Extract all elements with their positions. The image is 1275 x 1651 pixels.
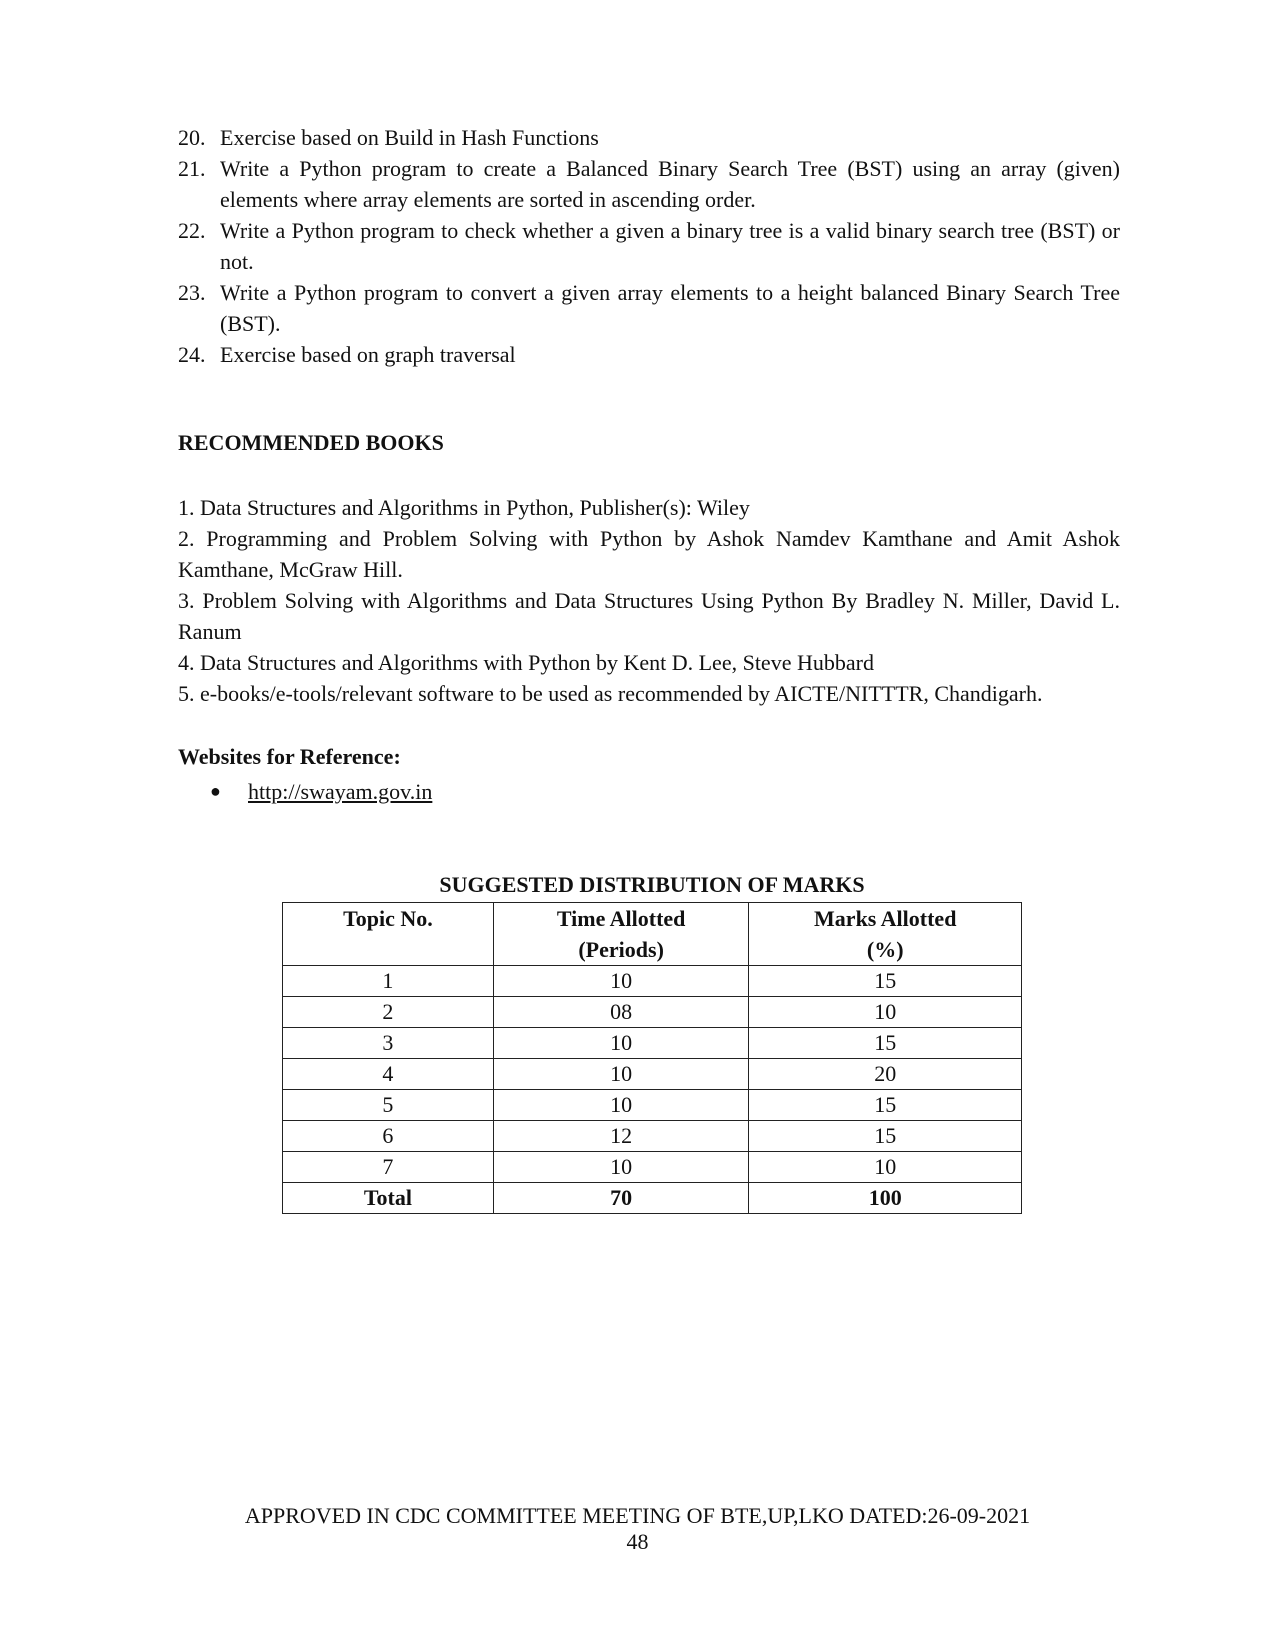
table-cell: 10 — [493, 966, 749, 997]
table-cell: 6 — [283, 1121, 494, 1152]
exercise-text: Exercise based on Build in Hash Functions — [220, 125, 599, 150]
book-item: 5. e-books/e-tools/relevant software to be used as recommended by AICTE/NITTTR, Chandigarh. — [178, 681, 1043, 706]
table-row — [283, 966, 1022, 997]
exercise-number: 20. — [178, 125, 206, 150]
website-link[interactable]: http://swayam.gov.in — [248, 779, 433, 804]
exercise-text: Write a Python program to check whether a given a binary tree is a valid binary search tree (BST) or not. — [220, 218, 1120, 274]
header-time-allotted — [493, 903, 749, 966]
websites-list — [210, 776, 432, 807]
table-header-row — [283, 903, 1022, 966]
table-cell: 15 — [749, 1028, 1022, 1059]
table-row — [283, 1059, 1022, 1090]
book-item: 2. Programming and Problem Solving with Python by Ashok Namdev Kamthane and Amit Ashok Kamthane, McGraw Hill. — [178, 526, 1120, 582]
book-item: 3. Problem Solving with Algorithms and Data Structures Using Python By Bradley N. Miller, David L. Ranum — [178, 588, 1120, 644]
book-item: 1. Data Structures and Algorithms in Python, Publisher(s): Wiley — [178, 495, 750, 520]
table-cell: 10 — [493, 1090, 749, 1121]
exercise-item — [178, 339, 1120, 370]
table-cell: 15 — [749, 1121, 1022, 1152]
header-line: (Periods) — [578, 937, 664, 962]
table-cell: 15 — [749, 966, 1022, 997]
table-row — [283, 1028, 1022, 1059]
exercise-number: 23. — [178, 280, 206, 305]
table-cell: 15 — [749, 1090, 1022, 1121]
header-line: Topic No. — [343, 906, 433, 931]
table-row — [283, 1121, 1022, 1152]
page-number: 48 — [626, 1529, 649, 1554]
header-line: Time Allotted — [556, 906, 686, 931]
table-cell: 100 — [749, 1183, 1022, 1214]
table-cell: 12 — [493, 1121, 749, 1152]
marks-distribution-table — [282, 902, 1022, 1214]
header-topic-no — [283, 903, 494, 966]
header-line: (%) — [866, 937, 904, 962]
table-cell: 5 — [283, 1090, 494, 1121]
exercise-item — [178, 277, 1120, 339]
table-cell: 20 — [749, 1059, 1022, 1090]
table-cell: 10 — [493, 1059, 749, 1090]
table-cell: 08 — [493, 997, 749, 1028]
table-cell: 10 — [493, 1152, 749, 1183]
exercise-text: Exercise based on graph traversal — [220, 342, 516, 367]
exercise-list — [178, 122, 1120, 370]
header-marks-allotted — [749, 903, 1022, 966]
exercise-number: 22. — [178, 218, 206, 243]
marks-table-title: SUGGESTED DISTRIBUTION OF MARKS — [439, 872, 865, 897]
exercise-item — [178, 215, 1120, 277]
table-total-row — [283, 1183, 1022, 1214]
page-footer — [0, 1503, 1275, 1555]
table-cell: 7 — [283, 1152, 494, 1183]
table-cell: 10 — [493, 1028, 749, 1059]
table-row — [283, 1152, 1022, 1183]
exercise-text: Write a Python program to convert a given array elements to a height balanced Binary Search Tree (BST). — [220, 280, 1120, 336]
header-line: Marks Allotted — [814, 906, 957, 931]
exercise-number: 21. — [178, 156, 206, 181]
table-cell: 1 — [283, 966, 494, 997]
book-item: 4. Data Structures and Algorithms with Python by Kent D. Lee, Steve Hubbard — [178, 650, 874, 675]
table-cell: 70 — [493, 1183, 749, 1214]
website-item — [210, 776, 432, 807]
books-list — [178, 492, 1120, 709]
table-cell: 10 — [749, 1152, 1022, 1183]
bullet-icon: ● — [210, 781, 221, 801]
table-cell: Total — [283, 1183, 494, 1214]
table-cell: 2 — [283, 997, 494, 1028]
websites-heading: Websites for Reference: — [178, 744, 401, 769]
exercise-item — [178, 122, 1120, 153]
table-row — [283, 997, 1022, 1028]
approval-note: APPROVED IN CDC COMMITTEE MEETING OF BTE,UP,LKO DATED:26-09-2021 — [244, 1503, 1031, 1528]
exercise-number: 24. — [178, 342, 206, 367]
exercise-item — [178, 153, 1120, 215]
exercise-text: Write a Python program to create a Balanced Binary Search Tree (BST) using an array (given) elements where array elements are sorted in ascending order. — [220, 156, 1120, 212]
recommended-books-heading: RECOMMENDED BOOKS — [178, 430, 444, 455]
table-row — [283, 1090, 1022, 1121]
table-cell: 10 — [749, 997, 1022, 1028]
table-cell: 4 — [283, 1059, 494, 1090]
table-cell: 3 — [283, 1028, 494, 1059]
